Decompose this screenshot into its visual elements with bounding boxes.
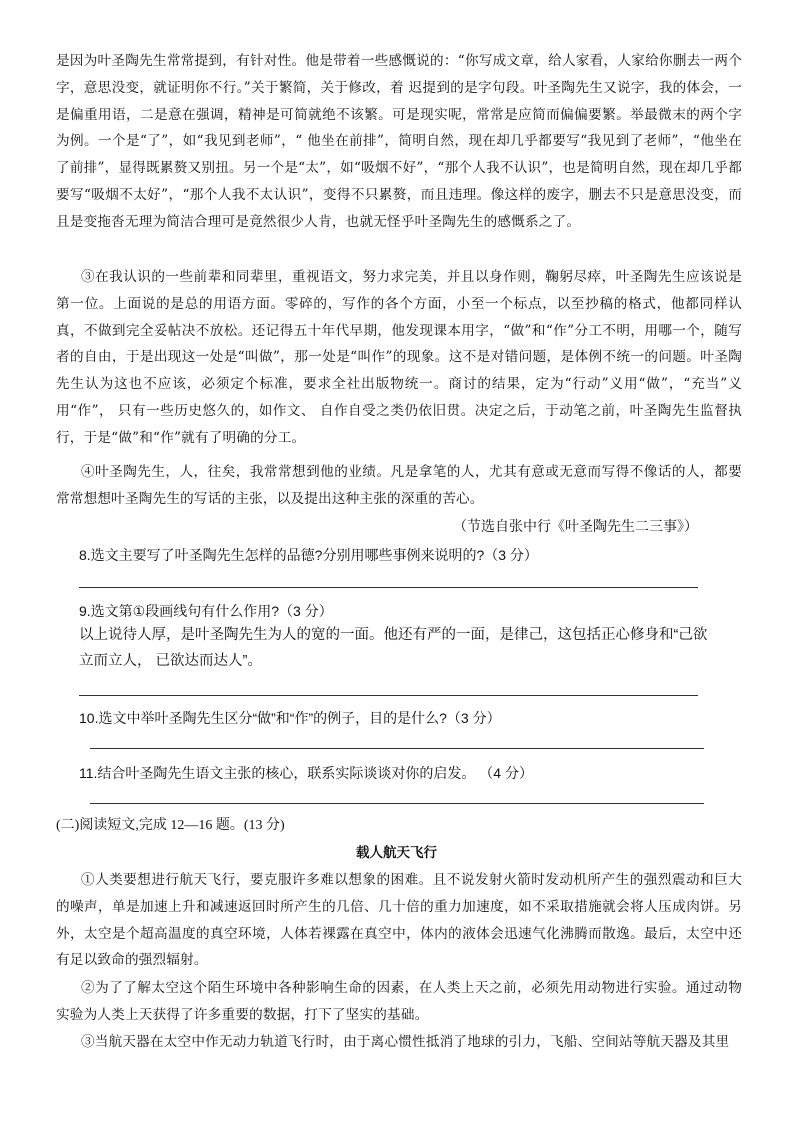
passage1-intro-paragraph: 是因为叶圣陶先生常常提到，有针对性。他是带着一些感慨说的：“你写成文章，给人家看，人家给你删去一两个字，意思没变，就证明你不行。”关于繁简，关于修改，着 迟提到的是字句段。叶圣陶先生又说字，我的体会，一是偏重用语，二是意在强调，精神是可简就绝不该繁。可是现实呢，常常是应简而偏偏要繁。举最微末的两个字为例。一个是“了”，如“我见到老师”，“ 他坐在前排”，简明自然，现在却几乎都要写“我见到了老师”，“他坐在了前排”，显得既累赘又别扭。另一个是“太”，如“吸烟不好”，“那个人我不认识”，也是简明自然，现在却几乎都要写“吸烟不太好”，“那个人我不太认识”，变得不只累赘，而且违理。像这样的废字，删去不只是意思没变，而且是变拖沓无理为简洁合理可是竟然很少人肯，也就无怪乎叶圣陶先生的感慨系之了。 bbox=[56, 53, 742, 230]
question-9-quoted-line: 以上说待人厚，是叶圣陶先生为人的宽的一面。他还有严的一面，是律己，这包括正心修身和“己欲立而立人， 已欲达而达人”。 bbox=[79, 627, 708, 669]
passage2-paragraph-3: ③当航天器在太空中作无动力轨道飞行时，由于离心惯性抵消了地球的引力，飞船、空间站等航天器及其里 bbox=[81, 1034, 730, 1050]
question-11: 11.结合叶圣陶先生语文主张的核心，联系实际谈谈对你的启发。 （4 分） bbox=[79, 765, 533, 781]
answer-line-11[interactable] bbox=[90, 803, 704, 804]
question-10: 10.选文中举叶圣陶先生区分“做”和“作”的例子，目的是什么?（3 分） bbox=[79, 710, 501, 726]
answer-line-10[interactable] bbox=[90, 748, 704, 749]
passage2-paragraph-1: ①人类要想进行航天飞行，要克服许多难以想象的困难。且不说发射火箭时发动机所产生的强烈震动和巨大的噪声，单是加速上升和减速返回时所产生的几倍、几十倍的重力加速度，如不采取措施就会将人压成肉饼。另外，太空是个超高温度的真空环境，人体若裸露在真空中，体内的液体会迅速气化沸腾而散逸。最后，太空中还有足以致命的强烈辐射。 bbox=[56, 872, 742, 969]
section-2-instruction: (二)阅读短文,完成 12—16 题。(13 分) bbox=[56, 818, 285, 833]
question-9: 9.选文第①段画线句有什么作用?（3 分） bbox=[79, 603, 333, 619]
passage1-source: （节选自张中行《叶圣陶先生二三事》） bbox=[453, 518, 698, 534]
passage2-title: 载人航天飞行 bbox=[356, 845, 437, 861]
passage1-paragraph-3: ③在我认识的一些前辈和同辈里，重视语文，努力求完美，并且以身作则，鞠躬尽瘁，叶圣陶先生应该说是第一位。上面说的是总的用语方面。零碎的，写作的各个方面，小至一个标点，以至抄稿的格式，他都同样认真，不做到完全妥帖决不放松。还记得五十年代早期，他发现课本用字，“做”和“作”分工不明，用哪一个，随写者的自由，于是出现这一处是“叫做”，那一处是“叫作”的现象。这不是对错问题，是体例不统一的问题。叶圣陶先生认为这也不应该，必须定个标准，要求全社出版物统一。商讨的结果，定为“行动”义用“做”，“充当”义用“作”， 只有一些历史悠久的，如作文、 自作自受之类仍依旧贯。决定之后，于动笔之前，叶圣陶先生监督执行，于是“做”和“作”就有了明确的分工。 bbox=[56, 269, 742, 446]
passage1-paragraph-4: ④叶圣陶先生，人，往矣，我常常想到他的业绩。凡是拿笔的人，尤其有意或无意而写得不像话的人，都要常常想想叶圣陶先生的写话的主张，以及提出这种主张的深重的苦心。 bbox=[56, 464, 742, 507]
question-8: 8.选文主要写了叶圣陶先生怎样的品德?分别用哪些事例来说明的?（3 分） bbox=[79, 547, 538, 563]
answer-line-9[interactable] bbox=[79, 695, 698, 696]
answer-line-8[interactable] bbox=[79, 587, 698, 588]
passage2-paragraph-2: ②为了了解太空这个陌生环境中各种影响生命的因素，在人类上天之前，必须先用动物进行实验。通过动物实验为人类上天获得了许多重要的数据，打下了坚实的基础。 bbox=[56, 980, 742, 1023]
